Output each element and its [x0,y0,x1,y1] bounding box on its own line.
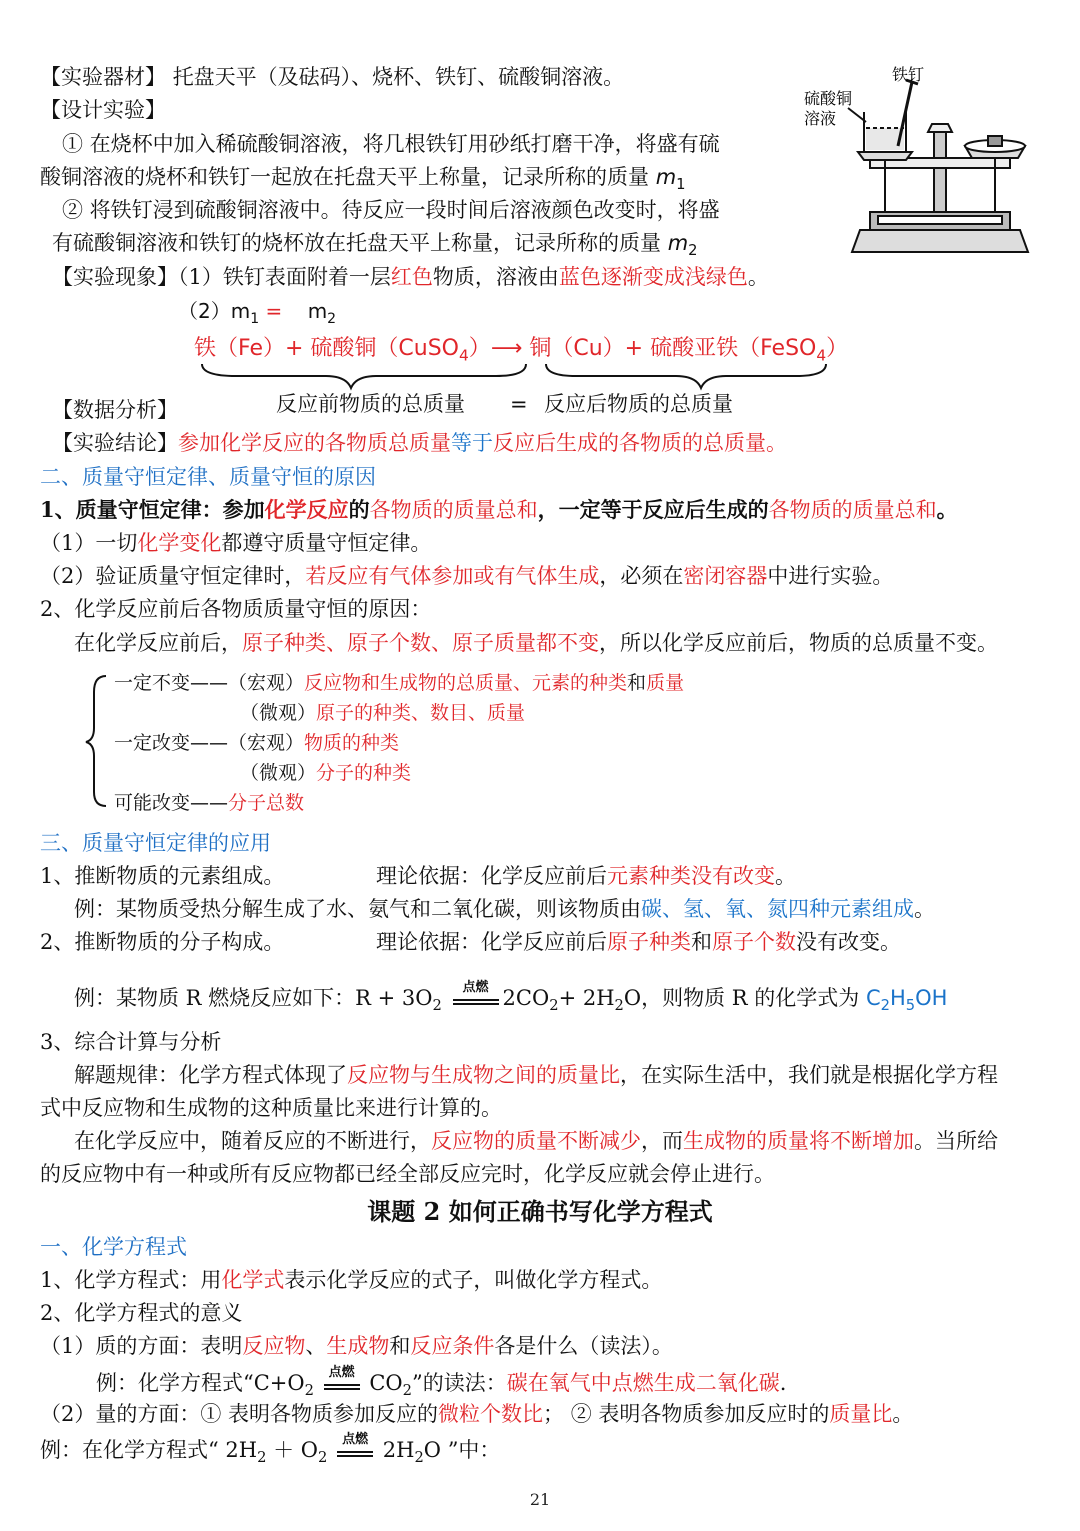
reaction-arrow: ⟶ [490,336,523,361]
design-step1b: 酸铜溶液的烧杯和铁钉一起放在托盘天平上称量，记录所称的质量 $m_1$ [40,165,686,194]
summary-maybe: 可能改变——分子总数 [114,792,305,814]
section3-heading: 三、质量守恒定律的应用 [40,831,271,855]
apparatus-label: 【实验器材】 [40,65,166,89]
label-nail: 铁钉 [892,65,925,84]
app2-basis: 理论依据：化学反应前后原子种类和原子个数没有改变。 [376,930,901,954]
reason-title: 2、化学反应前后各物质质量守恒的原因： [40,597,432,621]
app1-basis: 理论依据：化学反应前后元素种类没有改变。 [376,864,796,888]
phenomenon-line2: $(2)m_1$ = $m_2$ [178,299,337,327]
conclusion-line: 【实验结论】参加化学反应的各物质总质量等于反应后生成的各物质的总质量。 [52,431,787,455]
app1-example: 例：某物质受热分解生成了水、氨气和二氧化碳，则该物质由碳、氢、氧、氮四种元素组成。 [74,897,935,921]
condition-ignite: 点燃 [462,980,489,995]
app3: 3、综合计算与分析 [40,1030,222,1054]
apparatus-line [40,62,624,92]
analysis-label: 【数据分析】 [52,398,178,422]
design-step2a: ② 将铁钉浸到硫酸铜溶液中。待反应一段时间后溶液颜色改变时，将盛 [62,198,720,222]
reading-example: 例：化学方程式“$C+O_2$ 点燃 $CO_2$”的读法：碳在氧气中点燃生成二氧化碳. [96,1365,787,1400]
rule-line2: 式中反应物和生成物的这种质量比来进行计算的。 [40,1096,502,1120]
balance-illustration [800,62,1040,262]
topic2-title: 课题 2 如何正确书写化学方程式 [367,1197,713,1226]
mass-after: 反应后物质的总质量 [544,392,733,416]
label-solution-2: 溶液 [804,109,837,128]
design-step2b: 有硫酸铜溶液和铁钉的烧杯放在托盘天平上称量，记录所称的质量 $m_2$ [52,231,698,260]
summary-unchanged: 一定不变——（宏观）反应物和生成物的总质量、元素的种类和质量 [114,672,685,694]
app2: 2、推断物质的分子构成。 [40,930,285,954]
process-line2: 的反应物中有一种或所有反应物都已经全部反应完时，化学反应就会停止进行。 [40,1162,775,1186]
balance-figure [800,62,1040,262]
section4-heading: 一、化学方程式 [40,1235,187,1259]
mass-equals: = [510,392,528,416]
word-equation: 铁（Fe）+ 硫酸铜（CuSO$_4$）⟶ 铜（Cu）+ 硫酸亚铁（FeSO$_4$） [194,336,849,365]
mass-before: 反应前物质的总质量 [276,392,465,416]
reaction-braces [196,362,836,392]
summary-changed: 一定改变——（宏观）物质的种类 [114,732,400,754]
apparatus-text: 托盘天平（及砝码）、烧杯、铁钉、硫酸铜溶液。 [172,65,625,89]
rule-line1: 解题规律：化学方程式体现了反应物与生成物之间的质量比，在实际生活中，我们就是根据化学方程 [74,1063,998,1087]
app2-example: 例：某物质 R 燃烧反应如下：$R + 3O_2$ 点燃 $2CO_2+ 2H_2O$，则物质 R 的化学式为 $C_2H_5OH$ [74,980,948,1015]
summary-micro1: （微观）原子的种类、数目、质量 [240,702,526,724]
law-definition: 1、质量守恒定律：参加化学反应的各物质的质量总和，一定等于反应后生成的各物质的质量总和。 [40,497,958,522]
page-number: 21 [529,1490,551,1509]
section2-heading: 二、质量守恒定律、质量守恒的原因 [40,465,376,489]
design-label: 【设计实验】 [40,98,166,122]
equation-example: 例：在化学方程式“ $2H_2 + O_2$ 点燃 $2H_2O$ ”中： [40,1432,501,1467]
app1: 1、推断物质的元素组成。 [40,864,285,888]
summary-micro2: （微观）分子的种类 [240,762,412,784]
label-solution-1: 硫酸铜 [804,89,853,108]
quality-aspect: （1）质的方面：表明反应物、生成物和反应条件各是什么（读法）。 [40,1334,673,1358]
law-note1: （1）一切化学变化都遵守质量守恒定律。 [40,531,432,555]
design-step1a: ① 在烧杯中加入稀硫酸铜溶液，将几根铁钉用砂纸打磨干净，将盛有硫 [62,132,720,156]
phenomenon-line1: 【实验现象】（1）铁钉表面附着一层红色物质，溶液由蓝色逐渐变成浅绿色。 [52,265,769,289]
summary-brace [84,672,114,812]
quantity-aspect: （2）量的方面：① 表明各物质参加反应的微粒个数比； ② 表明各物质参加反应时的质量比。 [40,1402,914,1426]
process-line1: 在化学反应中，随着反应的不断进行，反应物的质量不断减少，而生成物的质量将不断增加。当所给 [74,1129,998,1153]
law-note2: （2）验证质量守恒定律时，若反应有气体参加或有气体生成，必须在密闭容器中进行实验。 [40,564,894,588]
reason-text: 在化学反应前后，原子种类、原子个数、原子质量都不变，所以化学反应前后，物质的总质量不变。 [74,631,998,655]
def2: 2、化学方程式的意义 [40,1301,243,1325]
def1: 1、化学方程式：用化学式表示化学反应的式子，叫做化学方程式。 [40,1268,663,1292]
